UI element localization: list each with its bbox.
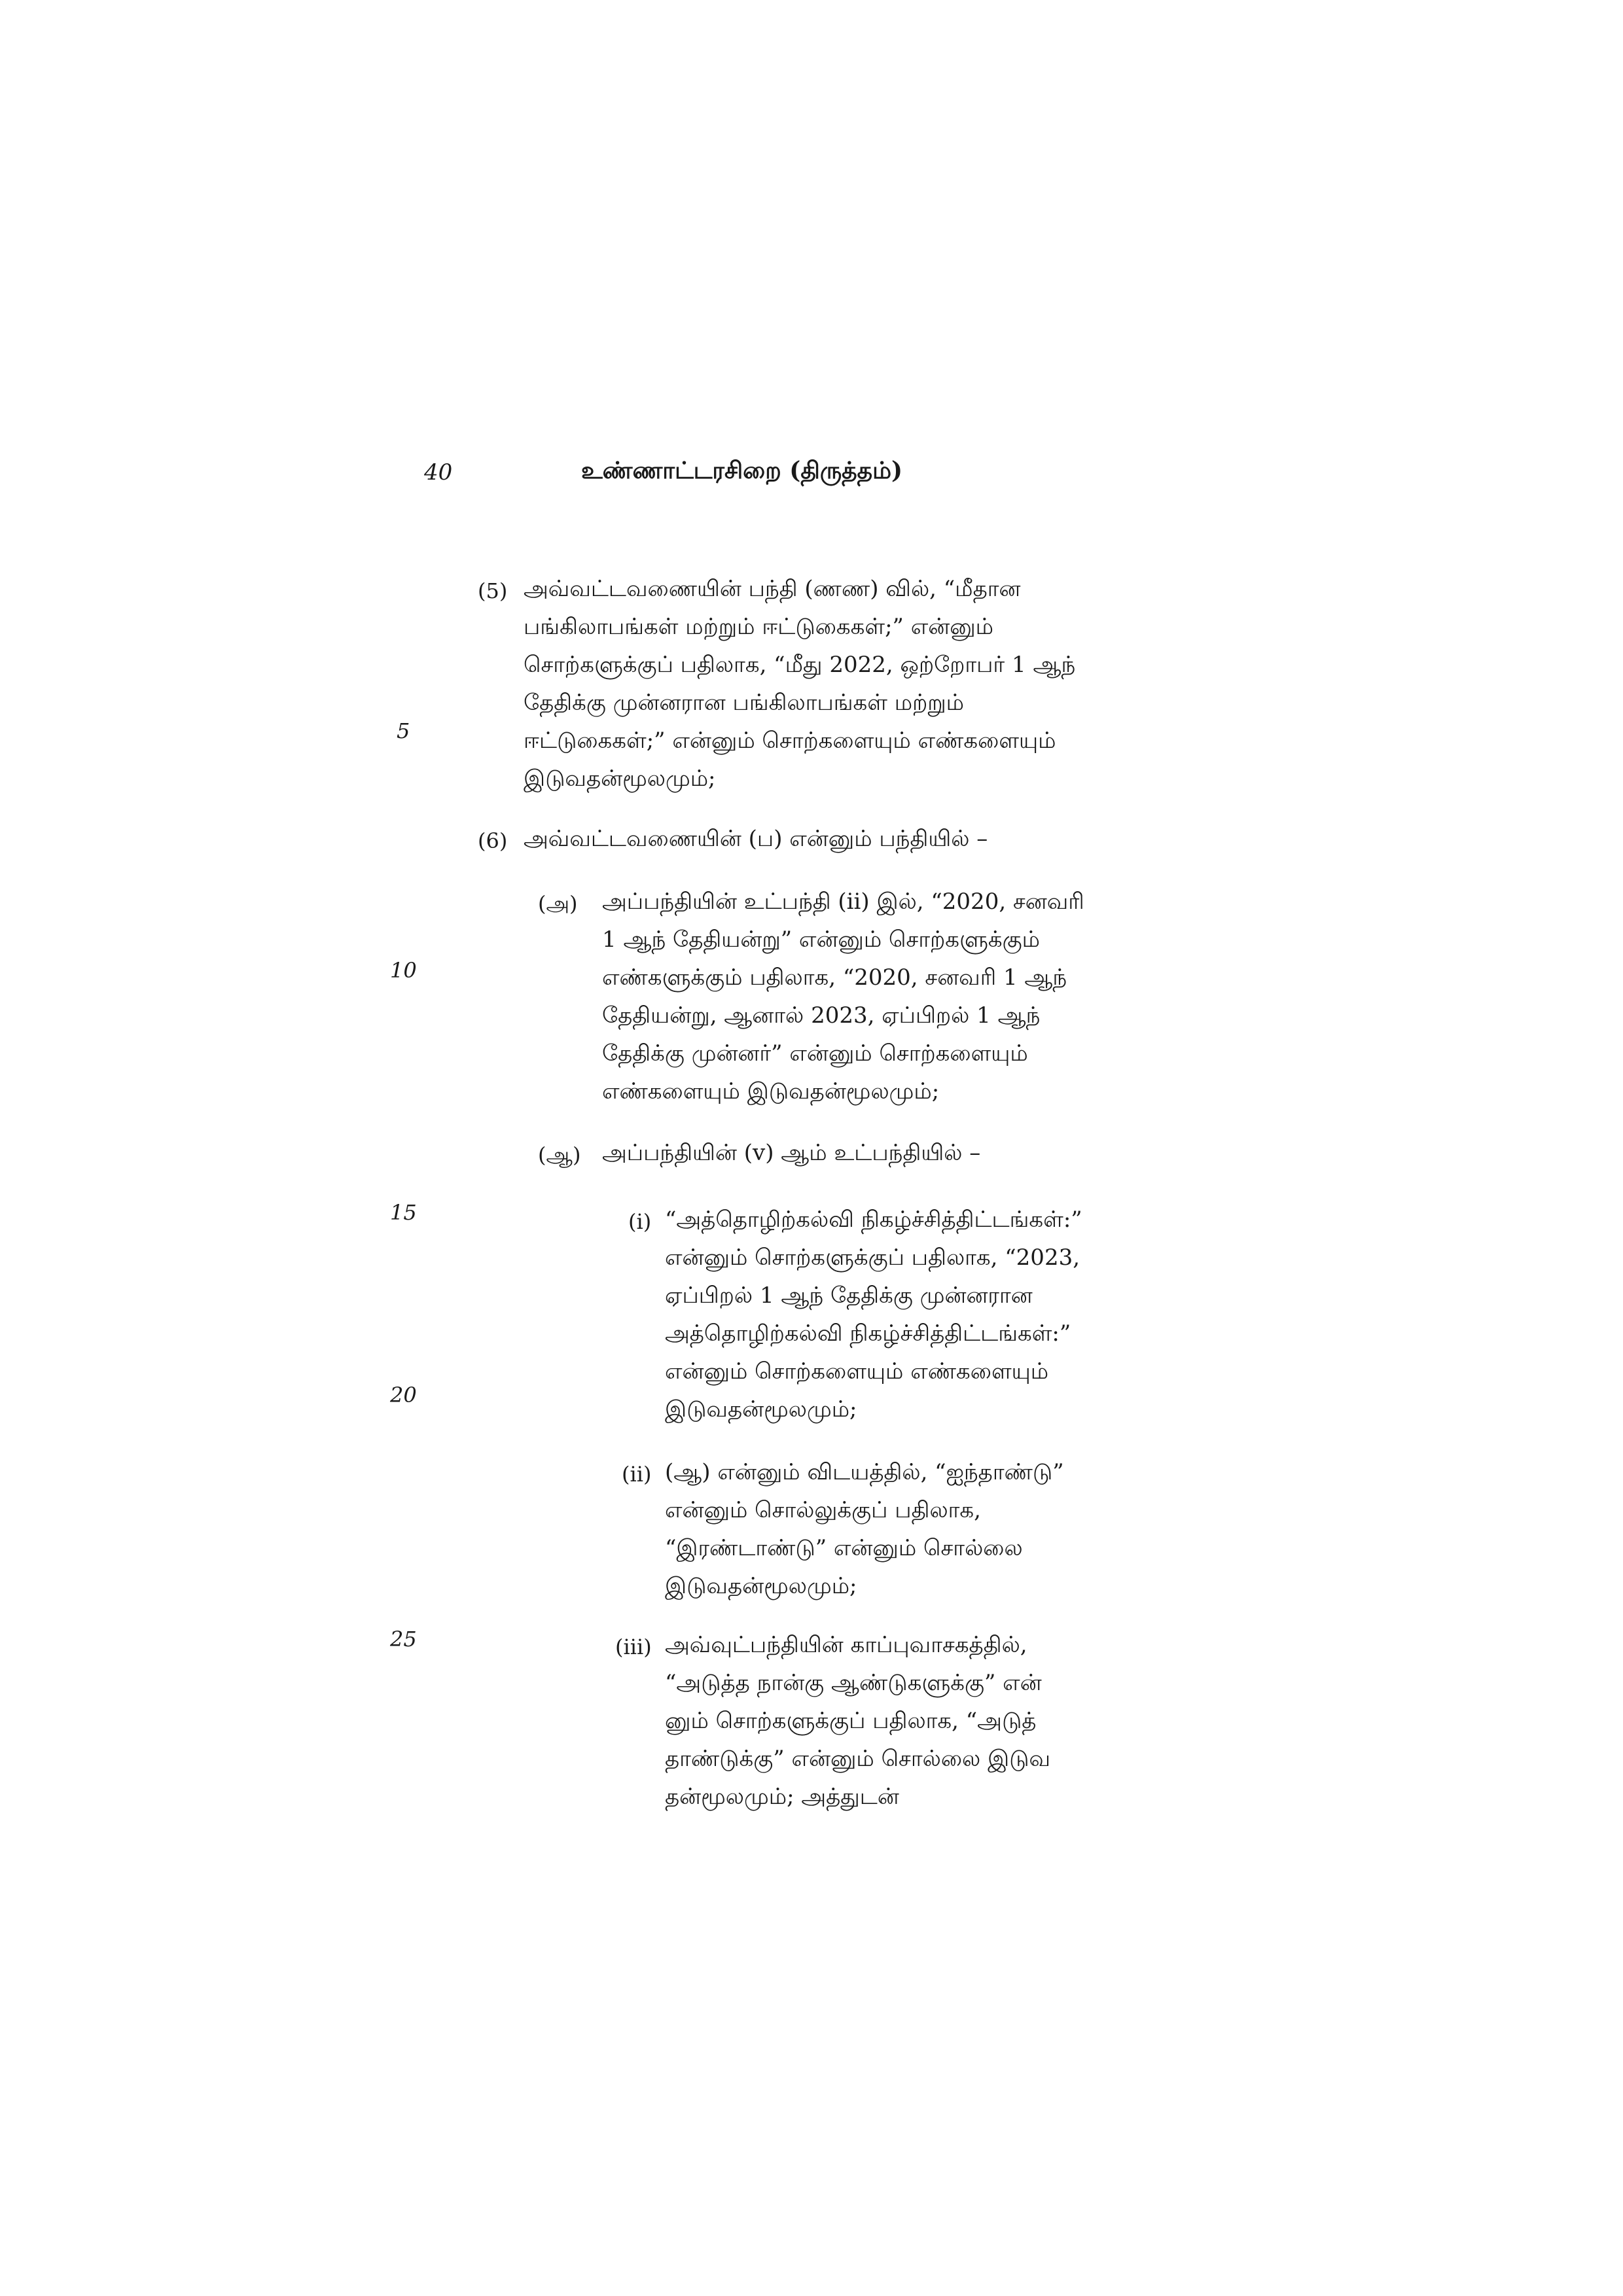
clause-line: பங்கிலாபங்கள் மற்றும் ஈட்டுகைகள்;” என்னும் xyxy=(524,614,994,640)
clause-line: னும் சொற்களுக்குப் பதிலாக, “அடுத் xyxy=(665,1708,1037,1734)
page-title: உண்ணாட்டரசிறை (திருத்தம்) xyxy=(581,457,903,484)
margin-line-number: 5 xyxy=(397,718,410,743)
clause-line: ஈட்டுகைகள்;” என்னும் சொற்களையும் எண்களையும் xyxy=(524,728,1056,754)
margin-line-number: 15 xyxy=(390,1200,417,1225)
clause-label: (ஆ) xyxy=(538,1142,581,1167)
clause-line: அவ்வுட்பந்தியின் காப்புவாசகத்தில், xyxy=(665,1632,1027,1658)
clause-line: அத்தொழிற்கல்வி நிகழ்ச்சித்திட்டங்கள்:” xyxy=(665,1320,1071,1347)
subclause-label: (i) xyxy=(628,1209,652,1234)
clause-line: 1 ஆந் தேதியன்று” என்னும் சொற்களுக்கும் xyxy=(602,927,1040,953)
clause-line: “அடுத்த நான்கு ஆண்டுகளுக்கு” என் xyxy=(665,1670,1042,1696)
clause-line: இடுவதன்மூலமும்; xyxy=(665,1396,857,1422)
clause-line: என்னும் சொல்லுக்குப் பதிலாக, xyxy=(665,1497,981,1523)
clause-line: “இரண்டாண்டு” என்னும் சொல்லை xyxy=(665,1535,1023,1561)
clause-line: ஏப்பிறல் 1 ஆந் தேதிக்கு முன்னரான xyxy=(665,1282,1033,1309)
margin-line-number: 20 xyxy=(390,1383,417,1407)
margin-line-number: 25 xyxy=(390,1627,417,1651)
clause-line: அவ்வட்டவணையின் (ப) என்னும் பந்தியில் – xyxy=(524,826,988,852)
clause-line: அப்பந்தியின் உட்பந்தி (ii) இல், “2020, சனவரி xyxy=(602,889,1084,915)
page-number: 40 xyxy=(424,459,453,486)
clause-line: எண்களையும் இடுவதன்மூலமும்; xyxy=(602,1078,940,1104)
clause-label: (அ) xyxy=(538,891,578,916)
clause-line: இடுவதன்மூலமும்; xyxy=(665,1573,857,1599)
clause-line: என்னும் சொற்களுக்குப் பதிலாக, “2023, xyxy=(665,1245,1080,1271)
clause-line: அவ்வட்டவணையின் பந்தி (ணண) வில், “மீதான xyxy=(524,576,1021,602)
subclause-label: (iii) xyxy=(615,1634,652,1659)
subclause-label: (ii) xyxy=(622,1462,652,1487)
clause-line: தேதியன்று, ஆனால் 2023, ஏப்பிறல் 1 ஆந் xyxy=(602,1002,1041,1029)
clause-line: எண்களுக்கும் பதிலாக, “2020, சனவரி 1 ஆந் xyxy=(602,964,1067,991)
clause-line: (ஆ) என்னும் விடயத்தில், “ஐந்தாண்டு” xyxy=(665,1459,1064,1485)
clause-line: அப்பந்தியின் (v) ஆம் உட்பந்தியில் – xyxy=(602,1140,981,1166)
margin-line-number: 10 xyxy=(390,958,417,983)
clause-line: என்னும் சொற்களையும் எண்களையும் xyxy=(665,1358,1049,1385)
clause-line: தாண்டுக்கு” என்னும் சொல்லை இடுவ xyxy=(665,1746,1051,1772)
clause-line: தன்மூலமும்; அத்துடன் xyxy=(665,1784,899,1810)
clause-line: தேதிக்கு முன்னர்” என்னும் சொற்களையும் xyxy=(602,1040,1028,1067)
clause-line: சொற்களுக்குப் பதிலாக, “மீது 2022, ஒற்றோபர் 1 ஆந் xyxy=(524,652,1076,678)
clause-label: (5) xyxy=(478,578,508,603)
clause-label: (6) xyxy=(478,828,508,853)
clause-line: தேதிக்கு முன்னரான பங்கிலாபங்கள் மற்றும் xyxy=(524,690,965,716)
clause-line: இடுவதன்மூலமும்; xyxy=(524,766,716,792)
clause-line: “அத்தொழிற்கல்வி நிகழ்ச்சித்திட்டங்கள்:” xyxy=(665,1207,1082,1233)
